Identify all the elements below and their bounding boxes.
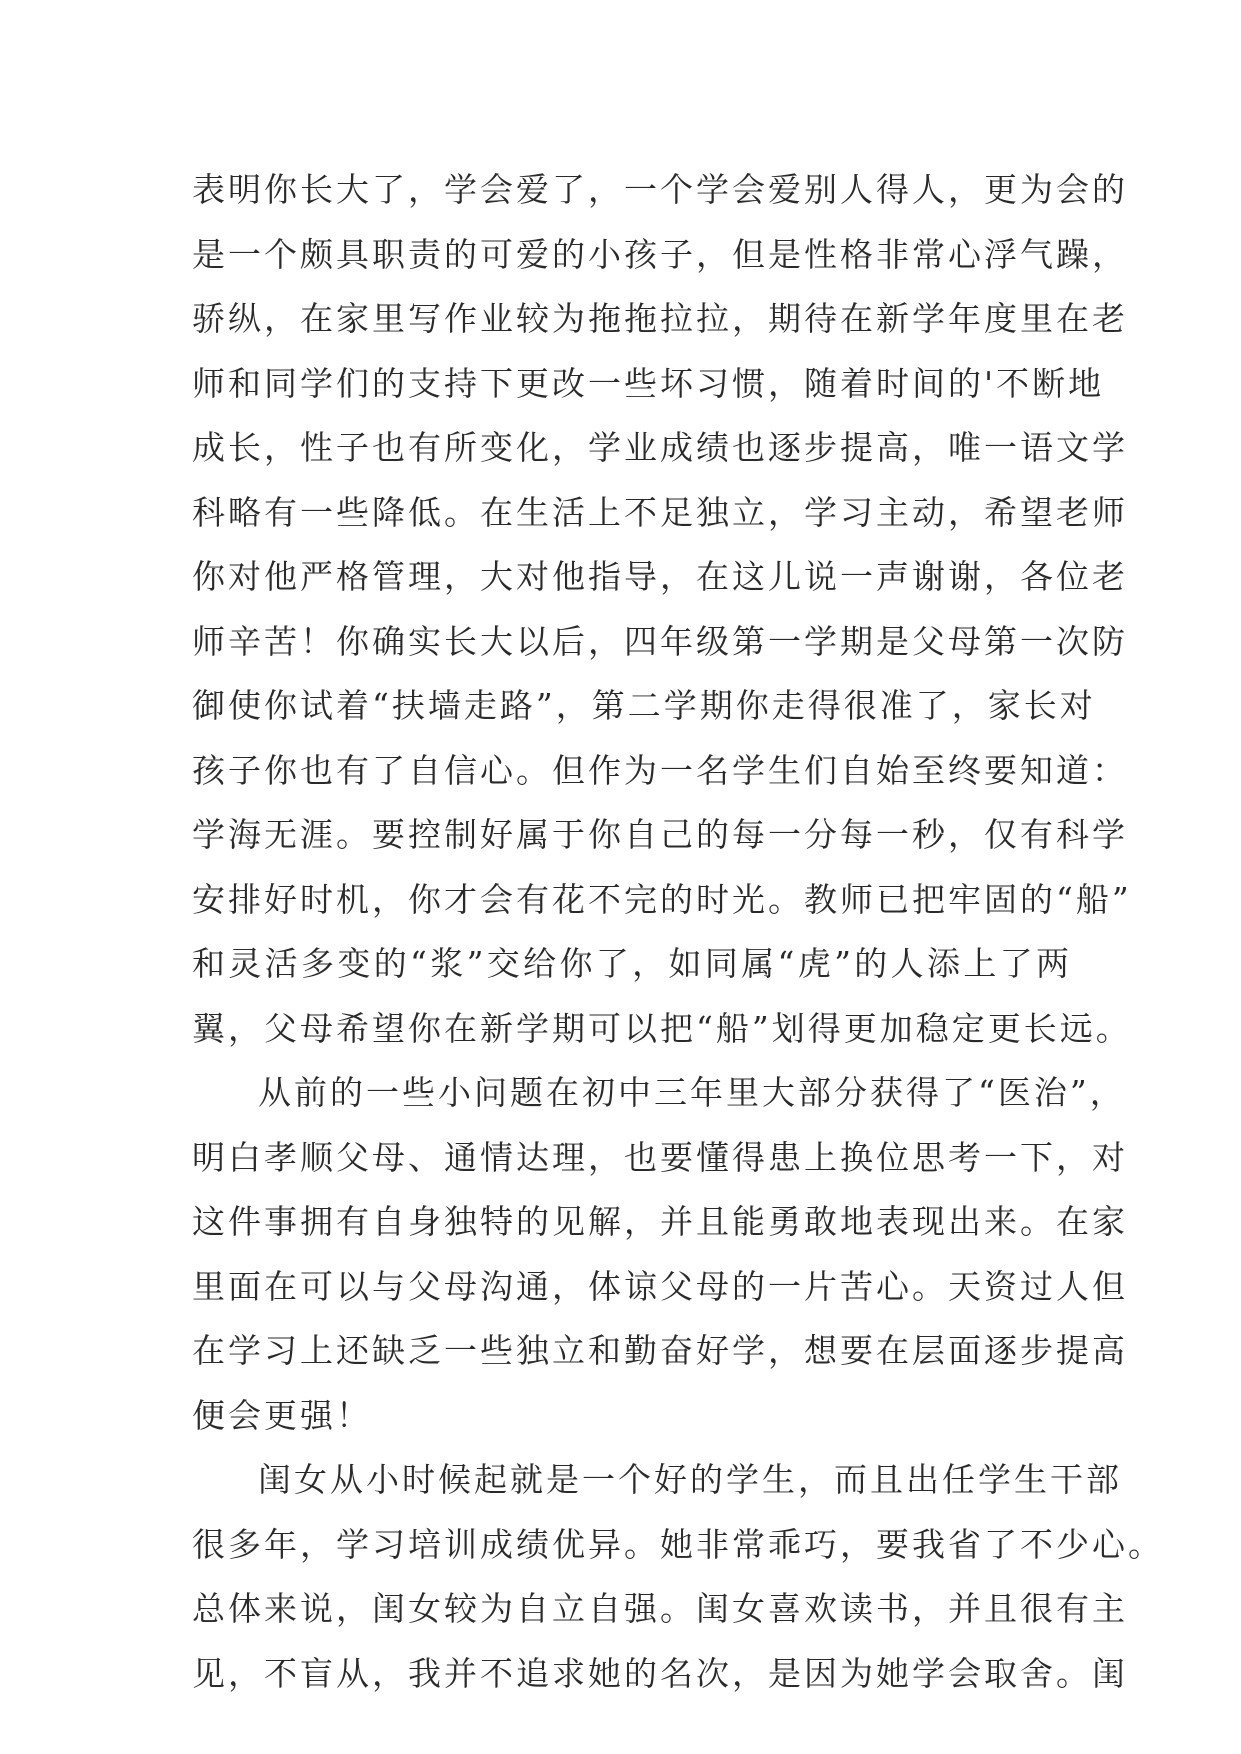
text-line: 在学习上还缺乏一些独立和勤奋好学，想要在层面逐步提高 [192, 1331, 1128, 1370]
text-line: 翼，父母希望你在新学期可以把“船”划得更加稳定更长远。 [192, 1008, 1132, 1048]
paragraph [192, 1061, 1128, 1448]
text-line: 孩子你也有了自信心。但作为一名学生们自始至终要知道： [192, 750, 1128, 790]
text-line: 师和同学们的支持下更改一些坏习惯，随着时间的'不断地 [192, 363, 1105, 403]
paragraph [192, 158, 1132, 1061]
text-line: 科略有一些降低。在生活上不足独立，学习主动，希望老师 [192, 492, 1128, 532]
text-line: 是一个颇具职责的可爱的小孩子，但是性格非常心浮气躁， [192, 234, 1128, 274]
text-line: 见，不盲从，我并不追求她的名次，是因为她学会取舍。闺 [192, 1653, 1128, 1693]
text-line: 闺女从小时候起就是一个好的学生，而且出任学生干部 [258, 1460, 1122, 1499]
text-line: 和灵活多变的“浆”交给你了，如同属“虎”的人添上了两 [192, 944, 1072, 983]
text-line: 里面在可以与父母沟通，体谅父母的一片苦心。天资过人但 [192, 1266, 1128, 1306]
text-line: 总体来说，闺女较为自立自强。闺女喜欢读书，并且很有主 [192, 1589, 1128, 1628]
text-line: 成长，性子也有所变化，学业成绩也逐步提高，唯一语文学 [192, 428, 1128, 467]
text-line: 便会更强！ [192, 1395, 372, 1435]
text-line: 这件事拥有自身独特的见解，并且能勇敢地表现出来。在家 [192, 1202, 1128, 1241]
text-line: 安排好时机，你才会有花不完的时光。教师已把牢固的“船” [192, 879, 1132, 919]
text-line: 明白孝顺父母、通情达理，也要懂得患上换位思考一下，对 [192, 1137, 1128, 1177]
text-line: 御使你试着“扶墙走路”，第二学期你走得很准了，家长对 [192, 686, 1096, 725]
text-line: 很多年，学习培训成绩优异。她非常乖巧，要我省了不少心。 [192, 1524, 1164, 1564]
text-line: 学海无涯。要控制好属于你自己的每一分每一秒，仅有科学 [192, 815, 1128, 854]
paragraph [192, 1448, 1164, 1706]
text-line: 你对他严格管理，大对他指导，在这儿说一声谢谢，各位老 [192, 557, 1128, 596]
text-line: 师辛苦！你确实长大以后，四年级第一学期是父母第一次防 [192, 621, 1128, 661]
document-body [192, 158, 1164, 1706]
text-line: 表明你长大了，学会爱了，一个学会爱别人得人，更为会的 [192, 170, 1128, 209]
text-line: 从前的一些小问题在初中三年里大部分获得了“医治”， [258, 1073, 1126, 1112]
text-line: 骄纵，在家里写作业较为拖拖拉拉，期待在新学年度里在老 [192, 299, 1128, 338]
